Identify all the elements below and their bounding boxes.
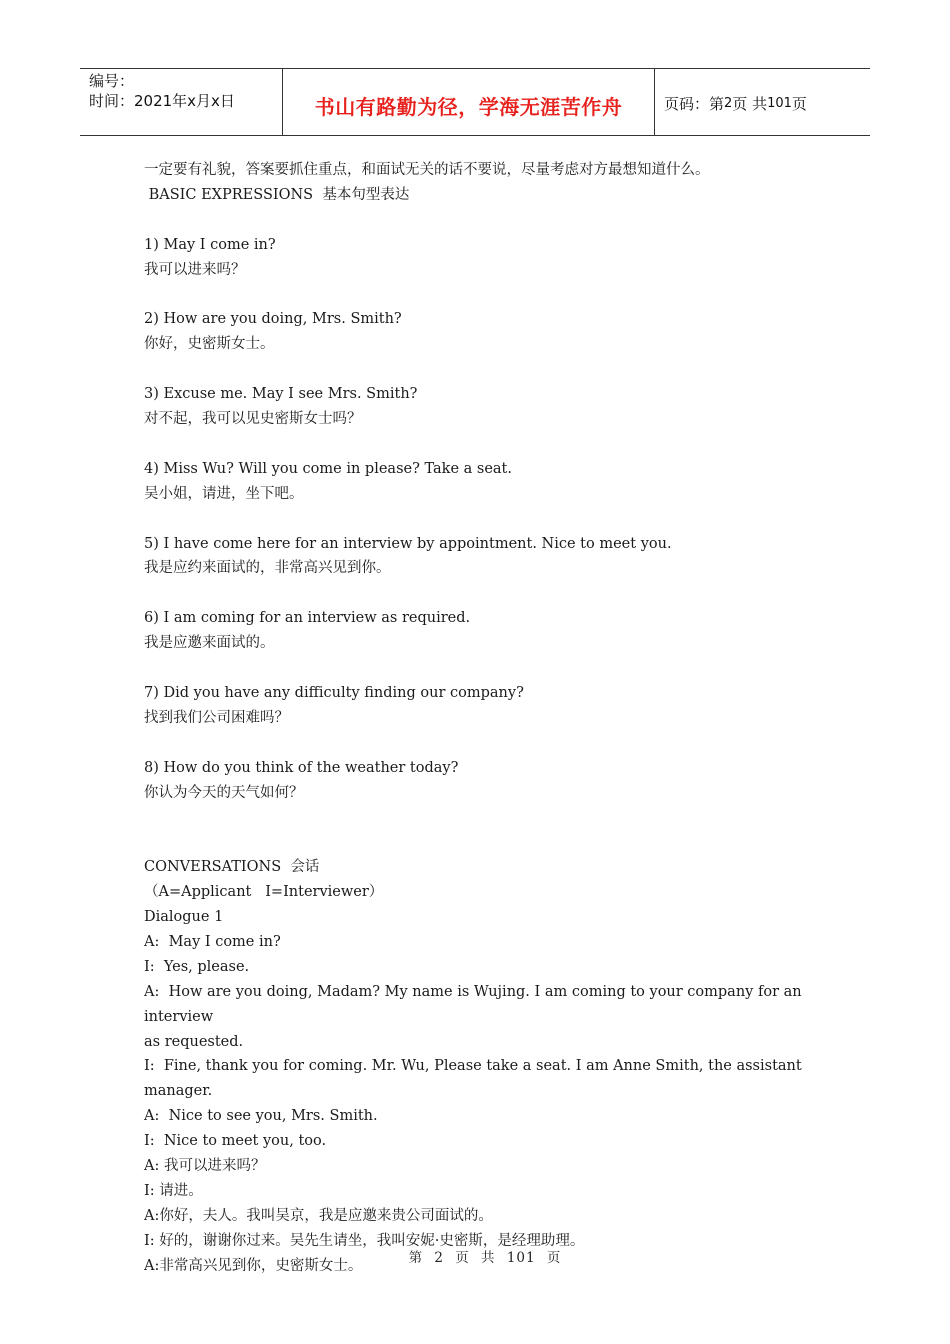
footer-prefix: 第 xyxy=(408,1250,424,1266)
expression-zh: 我可以进来吗？ xyxy=(144,261,246,278)
expression-en: 2) How are you doing, Mrs. Smith? xyxy=(144,311,402,328)
document-number-label: 编号： xyxy=(89,72,135,90)
dialogue-line: A: How are you doing, Madam? My name is Wujing. I am coming to your company for an interview xyxy=(144,983,807,1025)
footer-mid2: 共 xyxy=(481,1250,496,1266)
expression-en: 6) I am coming for an interview as required. xyxy=(144,610,471,627)
expression-zh: 你好，史密斯女士。 xyxy=(144,336,275,353)
expression-zh: 吴小姐，请进，坐下吧。 xyxy=(144,485,304,502)
expression-zh: 对不起，我可以见史密斯女士吗？ xyxy=(144,411,362,428)
header-motto-cell xyxy=(282,69,655,135)
expression-zh: 找到我们公司困难吗？ xyxy=(144,709,289,726)
document-header xyxy=(80,68,870,136)
dialogue-line: I: Yes, please. xyxy=(144,958,250,975)
expression-en: 1) May I come in? xyxy=(144,236,276,253)
expression-zh: 你认为今天的天气如何？ xyxy=(144,784,304,801)
conversations-legend: （A=Applicant I=Interviewer） xyxy=(144,884,384,901)
dialogue-line: A: Nice to see you, Mrs. Smith. xyxy=(144,1108,378,1125)
dialogue-line: A:你好，夫人。我叫吴京，我是应邀来贵公司面试的。 xyxy=(144,1207,493,1224)
conversations-title: CONVERSATIONS 会话 xyxy=(144,859,320,876)
expression-en: 7) Did you have any difficulty finding our company? xyxy=(144,684,524,701)
intro-paragraph: 一定要有礼貌，答案要抓住重点，和面试无关的话不要说，尽量考虑对方最想知道什么。 xyxy=(144,162,710,178)
page-total: 101 xyxy=(767,95,792,111)
header-meta xyxy=(80,69,282,135)
footer-mid1: 页 xyxy=(455,1250,470,1266)
page-mid: 页 共 xyxy=(732,94,768,113)
basic-expressions-title: BASIC EXPRESSIONS 基本句型表达 xyxy=(144,186,410,203)
expression-zh: 我是应约来面试的，非常高兴见到你。 xyxy=(144,560,391,577)
footer-suffix: 页 xyxy=(546,1250,562,1266)
dialogue-line: I: Fine, thank you for coming. Mr. Wu, Please take a seat. I am Anne Smith, the assistant manager. xyxy=(144,1058,807,1100)
footer-total-pages: 101 xyxy=(506,1250,536,1266)
expression-zh: 我是应邀来面试的。 xyxy=(144,635,275,652)
header-motto: 书山有路勤为径，学海无涯苦作舟 xyxy=(314,94,623,119)
page-prefix: 页码：第 xyxy=(664,94,725,113)
expression-en: 3) Excuse me. May I see Mrs. Smith? xyxy=(144,386,418,403)
document-body xyxy=(144,158,824,1279)
dialogue-title: Dialogue 1 xyxy=(144,909,224,926)
expression-en: 8) How do you think of the weather today? xyxy=(144,759,459,776)
dialogue-line: I: 请进。 xyxy=(144,1183,203,1200)
page-current: 2 xyxy=(724,95,733,111)
dialogue-line: I: 好的，谢谢你过来。吴先生请坐，我叫安妮·史密斯，是经理助理。 xyxy=(144,1232,585,1249)
document-date: 时间：2021年x月x日 xyxy=(89,92,235,110)
footer-current-page: 2 xyxy=(434,1250,444,1266)
dialogue-line: A:非常高兴见到你，史密斯女士。 xyxy=(144,1257,363,1274)
expression-en: 5) I have come here for an interview by appointment. Nice to meet you. xyxy=(144,535,672,552)
expression-en: 4) Miss Wu? Will you come in please? Take a seat. xyxy=(144,460,512,477)
header-page-info xyxy=(655,69,870,135)
page-footer xyxy=(0,1246,950,1266)
page-suffix: 页 xyxy=(791,94,807,113)
dialogue-line: as requested. xyxy=(144,1033,244,1050)
dialogue-line: A: 我可以进来吗？ xyxy=(144,1158,266,1175)
dialogue-line: A: May I come in? xyxy=(144,933,281,950)
dialogue-line: I: Nice to meet you, too. xyxy=(144,1133,327,1150)
